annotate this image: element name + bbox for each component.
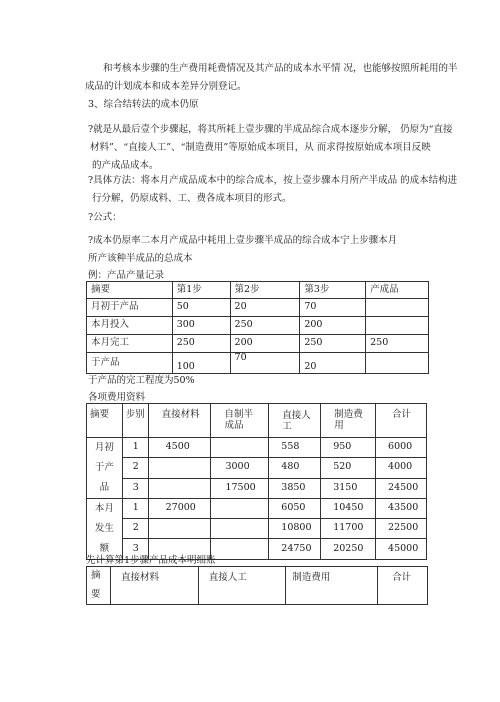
table-header-row bbox=[87, 567, 428, 605]
table-cell: 20 bbox=[300, 353, 366, 374]
table-header: 自制半成品 bbox=[211, 404, 269, 438]
table-cell: 22500 bbox=[376, 519, 427, 539]
table-cell: 20250 bbox=[321, 539, 376, 559]
table-cell: 250 bbox=[366, 335, 429, 353]
label-line: 月初 bbox=[94, 442, 114, 453]
row-group-label bbox=[87, 498, 123, 559]
table-cell: 24750 bbox=[269, 539, 321, 559]
text-line: ?公式： bbox=[88, 212, 122, 223]
table-row bbox=[87, 478, 427, 498]
table-cell: 70 bbox=[300, 299, 366, 317]
table-row bbox=[87, 317, 429, 335]
text-line: 材料”、“直接人工”、“制造费用”等原始成本项目，从 而求得按原始成本项目反映 bbox=[90, 142, 431, 153]
table-cell: 于产品 bbox=[87, 353, 173, 374]
table-cell: 6000 bbox=[376, 438, 427, 458]
table-cell: 17500 bbox=[211, 478, 269, 498]
table-header: 步别 bbox=[122, 404, 148, 438]
table-row bbox=[87, 353, 429, 374]
table-cell: 100 bbox=[172, 353, 230, 374]
text-line: 的产成品成本。 bbox=[92, 160, 159, 171]
table-cell: 2 bbox=[122, 519, 148, 539]
table-cell: 11700 bbox=[321, 519, 376, 539]
section-heading: 3、综合结转法的成本仍原 bbox=[88, 99, 199, 110]
table-cell bbox=[148, 458, 211, 478]
table-cell: 月初于产品 bbox=[87, 299, 173, 317]
table-header: 合计 bbox=[378, 567, 428, 605]
table-cell: 250 bbox=[230, 317, 300, 335]
table-header: 摘要 bbox=[87, 404, 123, 438]
table-cell: 300 bbox=[172, 317, 230, 335]
table-cell: 24500 bbox=[376, 478, 427, 498]
table-cell bbox=[211, 498, 269, 518]
table-cell: 43500 bbox=[376, 498, 427, 518]
table-cell: 6050 bbox=[269, 498, 321, 518]
table-row bbox=[87, 335, 429, 353]
table-cell: 70 bbox=[230, 353, 300, 374]
table-header: 摘要 bbox=[87, 282, 173, 299]
table-header: 第2步 bbox=[230, 282, 300, 299]
table-header: 制造费用 bbox=[321, 404, 376, 438]
text-line: 例：产品产量记录 bbox=[88, 270, 165, 281]
table-header: 直接人工 bbox=[198, 567, 286, 605]
table-cell: 520 bbox=[321, 458, 376, 478]
text-line: 行分解，仍原成料、工、费各成本项目的形式。 bbox=[92, 193, 292, 204]
table-cell: 4000 bbox=[376, 458, 427, 478]
table-cell: 200 bbox=[300, 317, 366, 335]
cost-detail-table bbox=[86, 566, 428, 605]
table-cell: 4500 bbox=[148, 438, 211, 458]
table-row bbox=[87, 299, 429, 317]
table-cell: 20 bbox=[230, 299, 300, 317]
table-cell: 45000 bbox=[376, 539, 427, 559]
table-cell: 1 bbox=[122, 438, 148, 458]
text-line: 成品的计划成本和成本差异分别登记。 bbox=[85, 81, 247, 92]
table-cell bbox=[366, 353, 429, 374]
table-cell: 3 bbox=[122, 478, 148, 498]
table-row bbox=[87, 458, 427, 478]
production-table bbox=[86, 281, 429, 374]
table-cell: 本月完工 bbox=[87, 335, 173, 353]
table-cell: 10800 bbox=[269, 519, 321, 539]
table-cell bbox=[211, 539, 269, 559]
table-header: 产成品 bbox=[366, 282, 429, 299]
label-line: 本月 bbox=[94, 502, 114, 514]
table-header: 制造费用 bbox=[286, 567, 378, 605]
table-cell: 250 bbox=[300, 335, 366, 353]
table-header: 直接材料 bbox=[148, 404, 211, 438]
table-cell bbox=[366, 299, 429, 317]
table-header: 第3步 bbox=[300, 282, 366, 299]
table-cell: 950 bbox=[321, 438, 376, 458]
table-cell: 3150 bbox=[321, 478, 376, 498]
label-line: 于产 bbox=[94, 461, 114, 473]
text-line: 所产该种半成品的总成本 bbox=[88, 253, 193, 264]
text-line: 和考核本步骤的生产费用耗费情况及其产品的成本水平情 况，也能够按照所耗用的半 bbox=[103, 63, 458, 74]
table-cell: 本月投入 bbox=[87, 317, 173, 335]
text-line: ?就是从最后壹个步骤起，将其所耗上壹步骤的半成品综合成本逐步分解， 仍原为“直接 bbox=[88, 124, 453, 135]
table-cell bbox=[148, 519, 211, 539]
table-cell: 480 bbox=[269, 458, 321, 478]
table-header: 直接人工 bbox=[269, 404, 321, 438]
table-row bbox=[87, 498, 427, 518]
table-header: 直接材料 bbox=[110, 567, 198, 605]
table-header: 合计 bbox=[376, 404, 427, 438]
label-line: 发生 bbox=[94, 522, 114, 534]
cost-table bbox=[86, 403, 427, 560]
table-row bbox=[87, 438, 427, 458]
note-line: 先计算第1步骤产品成本明细账 bbox=[86, 555, 216, 566]
table-cell bbox=[211, 519, 269, 539]
label-line: 额 bbox=[99, 542, 110, 554]
table-header: 摘要 bbox=[87, 567, 111, 605]
table-cell: 3 bbox=[122, 539, 148, 559]
table-cell: 27000 bbox=[148, 498, 211, 518]
table-cell: 2 bbox=[122, 458, 148, 478]
table-cell: 10450 bbox=[321, 498, 376, 518]
table-cell bbox=[366, 317, 429, 335]
row-group-label bbox=[87, 438, 123, 499]
table-cell: 1 bbox=[122, 498, 148, 518]
table-header-row bbox=[87, 404, 427, 438]
table-cell: 200 bbox=[230, 335, 300, 353]
text-line: ?成本仍原率二本月产成品中耗用上壹步骤半成品的综合成本宁上步骤本月 bbox=[88, 235, 398, 246]
table-cell bbox=[211, 438, 269, 458]
table-cell: 50 bbox=[172, 299, 230, 317]
note-line: 于产品的完工程度为50% bbox=[88, 375, 195, 386]
table-header-row bbox=[87, 282, 429, 299]
table-cell: 3000 bbox=[211, 458, 269, 478]
table-cell: 250 bbox=[172, 335, 230, 353]
label-line: 品 bbox=[99, 481, 110, 493]
table-cell bbox=[148, 478, 211, 498]
table-header: 第1步 bbox=[172, 282, 230, 299]
table-row bbox=[87, 519, 427, 539]
text-line: ?具体方法：将本月产成品成本中的综合成本，按上壹步骤本月所产半成品 的成本结构进 bbox=[88, 175, 458, 186]
note-line: 各项费用资料 bbox=[88, 392, 146, 403]
table-cell: 558 bbox=[269, 438, 321, 458]
table-cell: 3850 bbox=[269, 478, 321, 498]
